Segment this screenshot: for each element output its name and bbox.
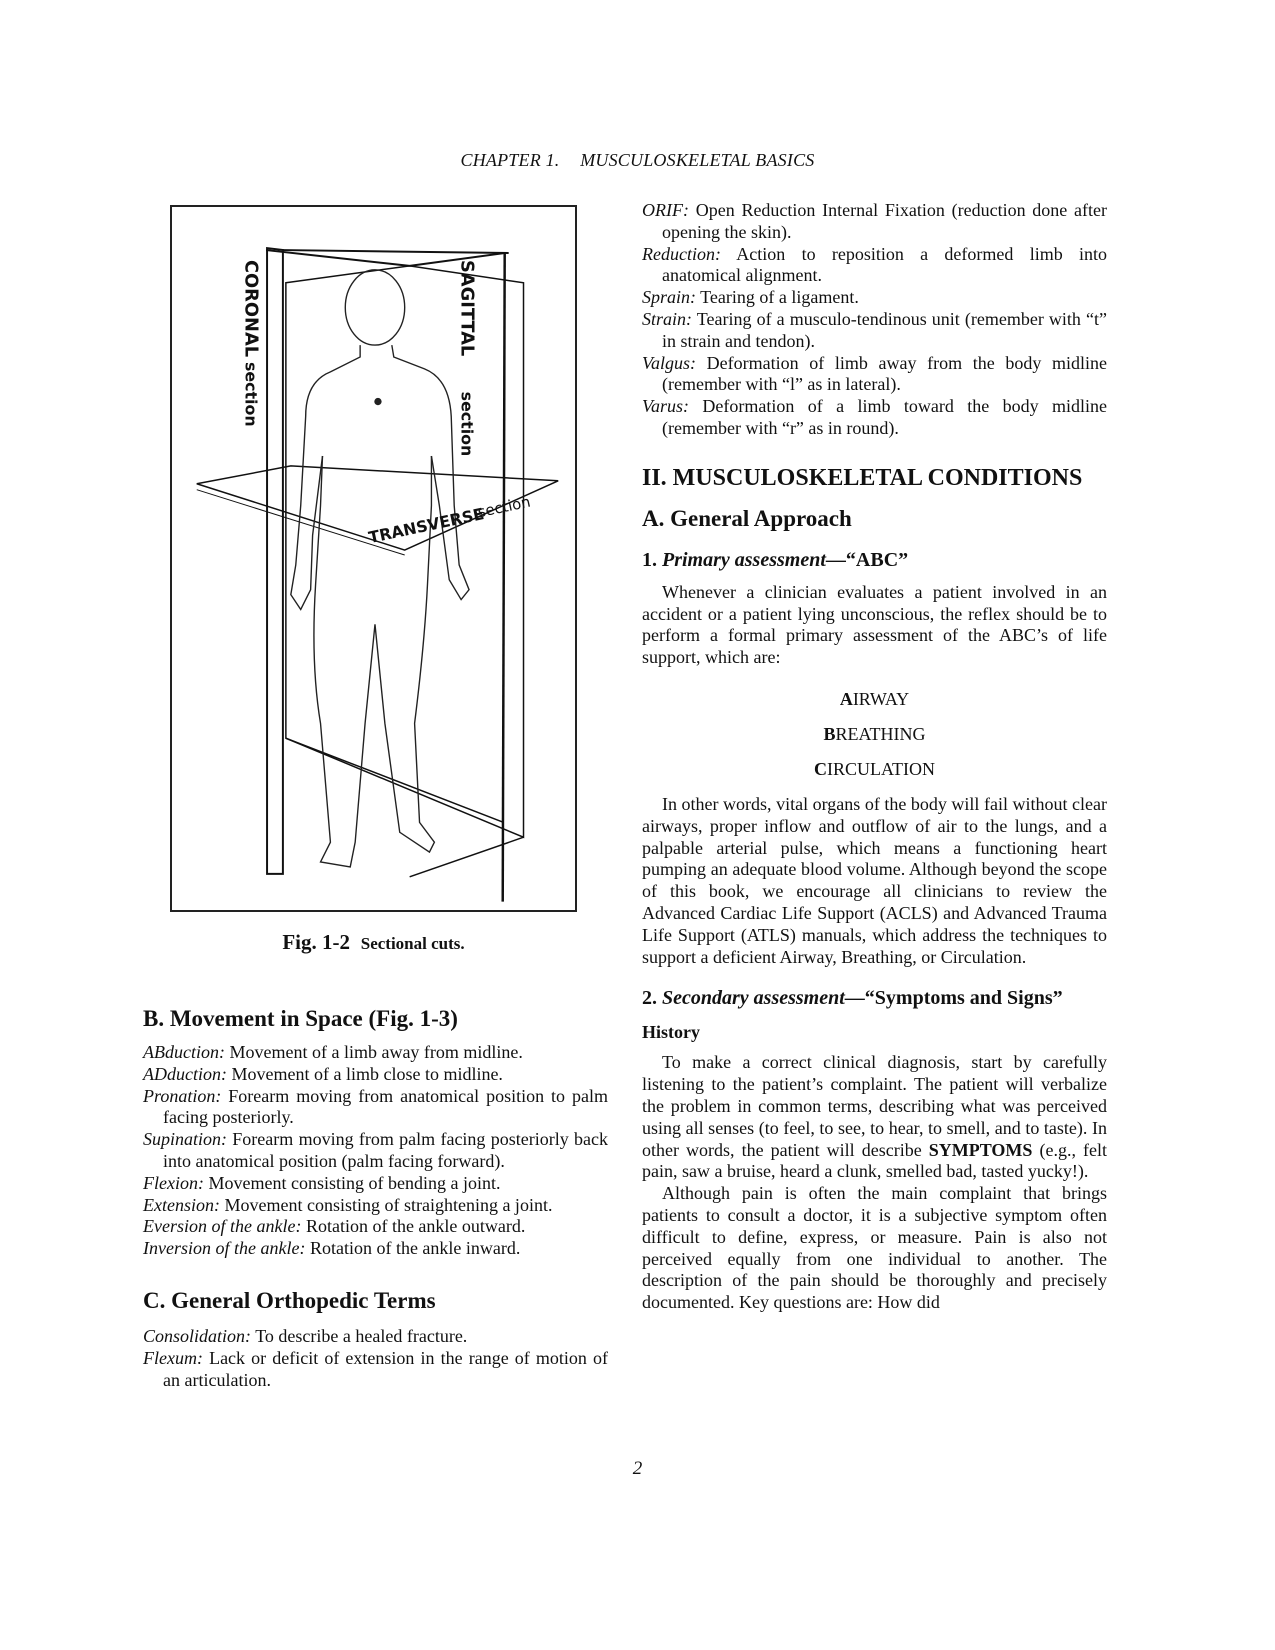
list-item: Flexion: Movement consisting of bending a joint. <box>143 1172 501 1193</box>
list-item: ADduction: Movement of a limb close to midline. <box>143 1063 503 1084</box>
list-item: ABduction: Movement of a limb away from midline. <box>143 1042 523 1062</box>
list-item: Supination: Forearm moving from palm facing posteriorly back into anatomical position (palm facing forward). <box>143 1129 608 1171</box>
primary-assessment-paragraph: Whenever a clinician evaluates a patient involved in an accident or a patient lying unconscious, the reflex should be to perform a formal primary assessment of the ABC’s of life support, which are: <box>642 581 1107 668</box>
movement-terms-list <box>143 1042 608 1260</box>
figure-sectional-cuts <box>170 205 577 912</box>
list-item: Pronation: Forearm moving from anatomical position to palm facing posteriorly. <box>143 1085 608 1128</box>
transverse-sub-label: section <box>476 492 533 522</box>
list-item: Varus: Deformation of a limb toward the body midline (remember with “r” as in round). <box>642 396 1107 438</box>
figure-caption <box>170 930 577 955</box>
abc-list <box>642 689 1107 780</box>
nipple <box>375 399 381 405</box>
figure-caption-text: Sectional cuts. <box>360 934 465 953</box>
sagittal-edge <box>503 253 505 902</box>
section-ii-heading: II. MUSCULOSKELETAL CONDITIONS <box>642 464 1083 491</box>
abc-explanation-paragraph: In other words, vital organs of the body will fail without clear airways, proper inflow and outflow of air to the lungs, and a palpable arterial pulse, which means a functioning heart pumping an adequate blood volume. Although beyond the scope of this book, we encourage all clinicians to review the Advanced Cardiac Life Support (ACLS) and Advanced Trauma Life Support (ATLS) manuals, which address the techniques to support a deficient Airway, Breathing, or Circulation. <box>642 793 1107 967</box>
chapter-number: CHAPTER 1. <box>460 150 560 170</box>
orthopedic-terms-list <box>143 1326 608 1391</box>
plane-edge <box>266 250 410 266</box>
list-item: Eversion of the ankle: Rotation of the ankle outward. <box>143 1216 526 1237</box>
list-item: Consolidation: To describe a healed fracture. <box>143 1325 468 1346</box>
secondary-assessment-heading: 2. Secondary assessment—“Symptoms and Signs” <box>642 987 1063 1010</box>
right-column <box>642 200 1107 1314</box>
abc-item-airway: AIRWAY <box>839 688 910 709</box>
orthopedic-terms-continued <box>642 200 1107 440</box>
running-head <box>0 150 1275 171</box>
general-approach-heading: A. General Approach <box>642 505 852 531</box>
figure-label: Fig. 1-2 <box>282 930 350 954</box>
sagittal-sub-label: section <box>457 391 477 457</box>
sagittal-label: SAGITTAL <box>456 259 478 357</box>
chapter-title: MUSCULOSKELETAL BASICS <box>580 150 815 170</box>
list-item: Extension: Movement consisting of straightening a joint. <box>143 1194 553 1215</box>
transverse-label: TRANSVERSE <box>366 504 486 548</box>
list-item: ORIF: Open Reduction Internal Fixation (reduction done after opening the skin). <box>642 200 1107 242</box>
anatomy-illustration <box>172 207 575 910</box>
head <box>345 270 404 345</box>
plane-edge <box>283 250 509 253</box>
list-item: Sprain: Tearing of a ligament. <box>642 287 859 308</box>
section-b-heading: B. Movement in Space (Fig. 1-3) <box>143 1006 458 1031</box>
list-item: Valgus: Deformation of limb away from the body midline (remember with “l” as in lateral). <box>642 352 1107 395</box>
page-number: 2 <box>632 1458 643 1479</box>
left-arm <box>291 345 360 609</box>
section-c-heading: C. General Orthopedic Terms <box>143 1287 436 1313</box>
history-heading: History <box>642 1022 700 1043</box>
abc-item-circulation: CIRCULATION <box>814 758 935 779</box>
left-column <box>143 1004 608 1391</box>
coronal-sub-label: section <box>241 361 261 427</box>
coronal-label: CORONAL <box>240 259 262 358</box>
list-item: Strain: Tearing of a musculo-tendinous unit (remember with “t” in strain and tendon). <box>642 308 1107 351</box>
list-item: Reduction: Action to reposition a deformed limb into anatomical alignment. <box>642 243 1107 286</box>
list-item: Flexum: Lack or deficit of extension in the range of motion of an articulation. <box>143 1347 608 1390</box>
coronal-plane <box>267 248 283 874</box>
history-paragraph-1: To make a correct clinical diagnosis, start by carefully listening to the patient’s complaint. The patient will verbalize the problem in common terms, describing what was perceived using all senses (to feel, to see, to hear, to smell, and to taste). In other words, the patient will describe SYMPTOMS (e.g., felt pain, saw a bruise, heard a clunk, smelled bad, tasted yucky!). <box>642 1052 1107 1182</box>
list-item: Inversion of the ankle: Rotation of the ankle inward. <box>143 1238 521 1259</box>
abc-item-breathing: BREATHING <box>823 723 926 744</box>
primary-assessment-heading: 1. Primary assessment—“ABC” <box>642 548 909 571</box>
history-paragraph-2: Although pain is often the main complaint that brings patients to consult a doctor, it is a subjective symptom often difficult to define, express, or measure. Pain is also not perceived equally from one individual to another. The description of the pain should be thoroughly and precisely documented. Key questions are: How did <box>642 1183 1107 1313</box>
